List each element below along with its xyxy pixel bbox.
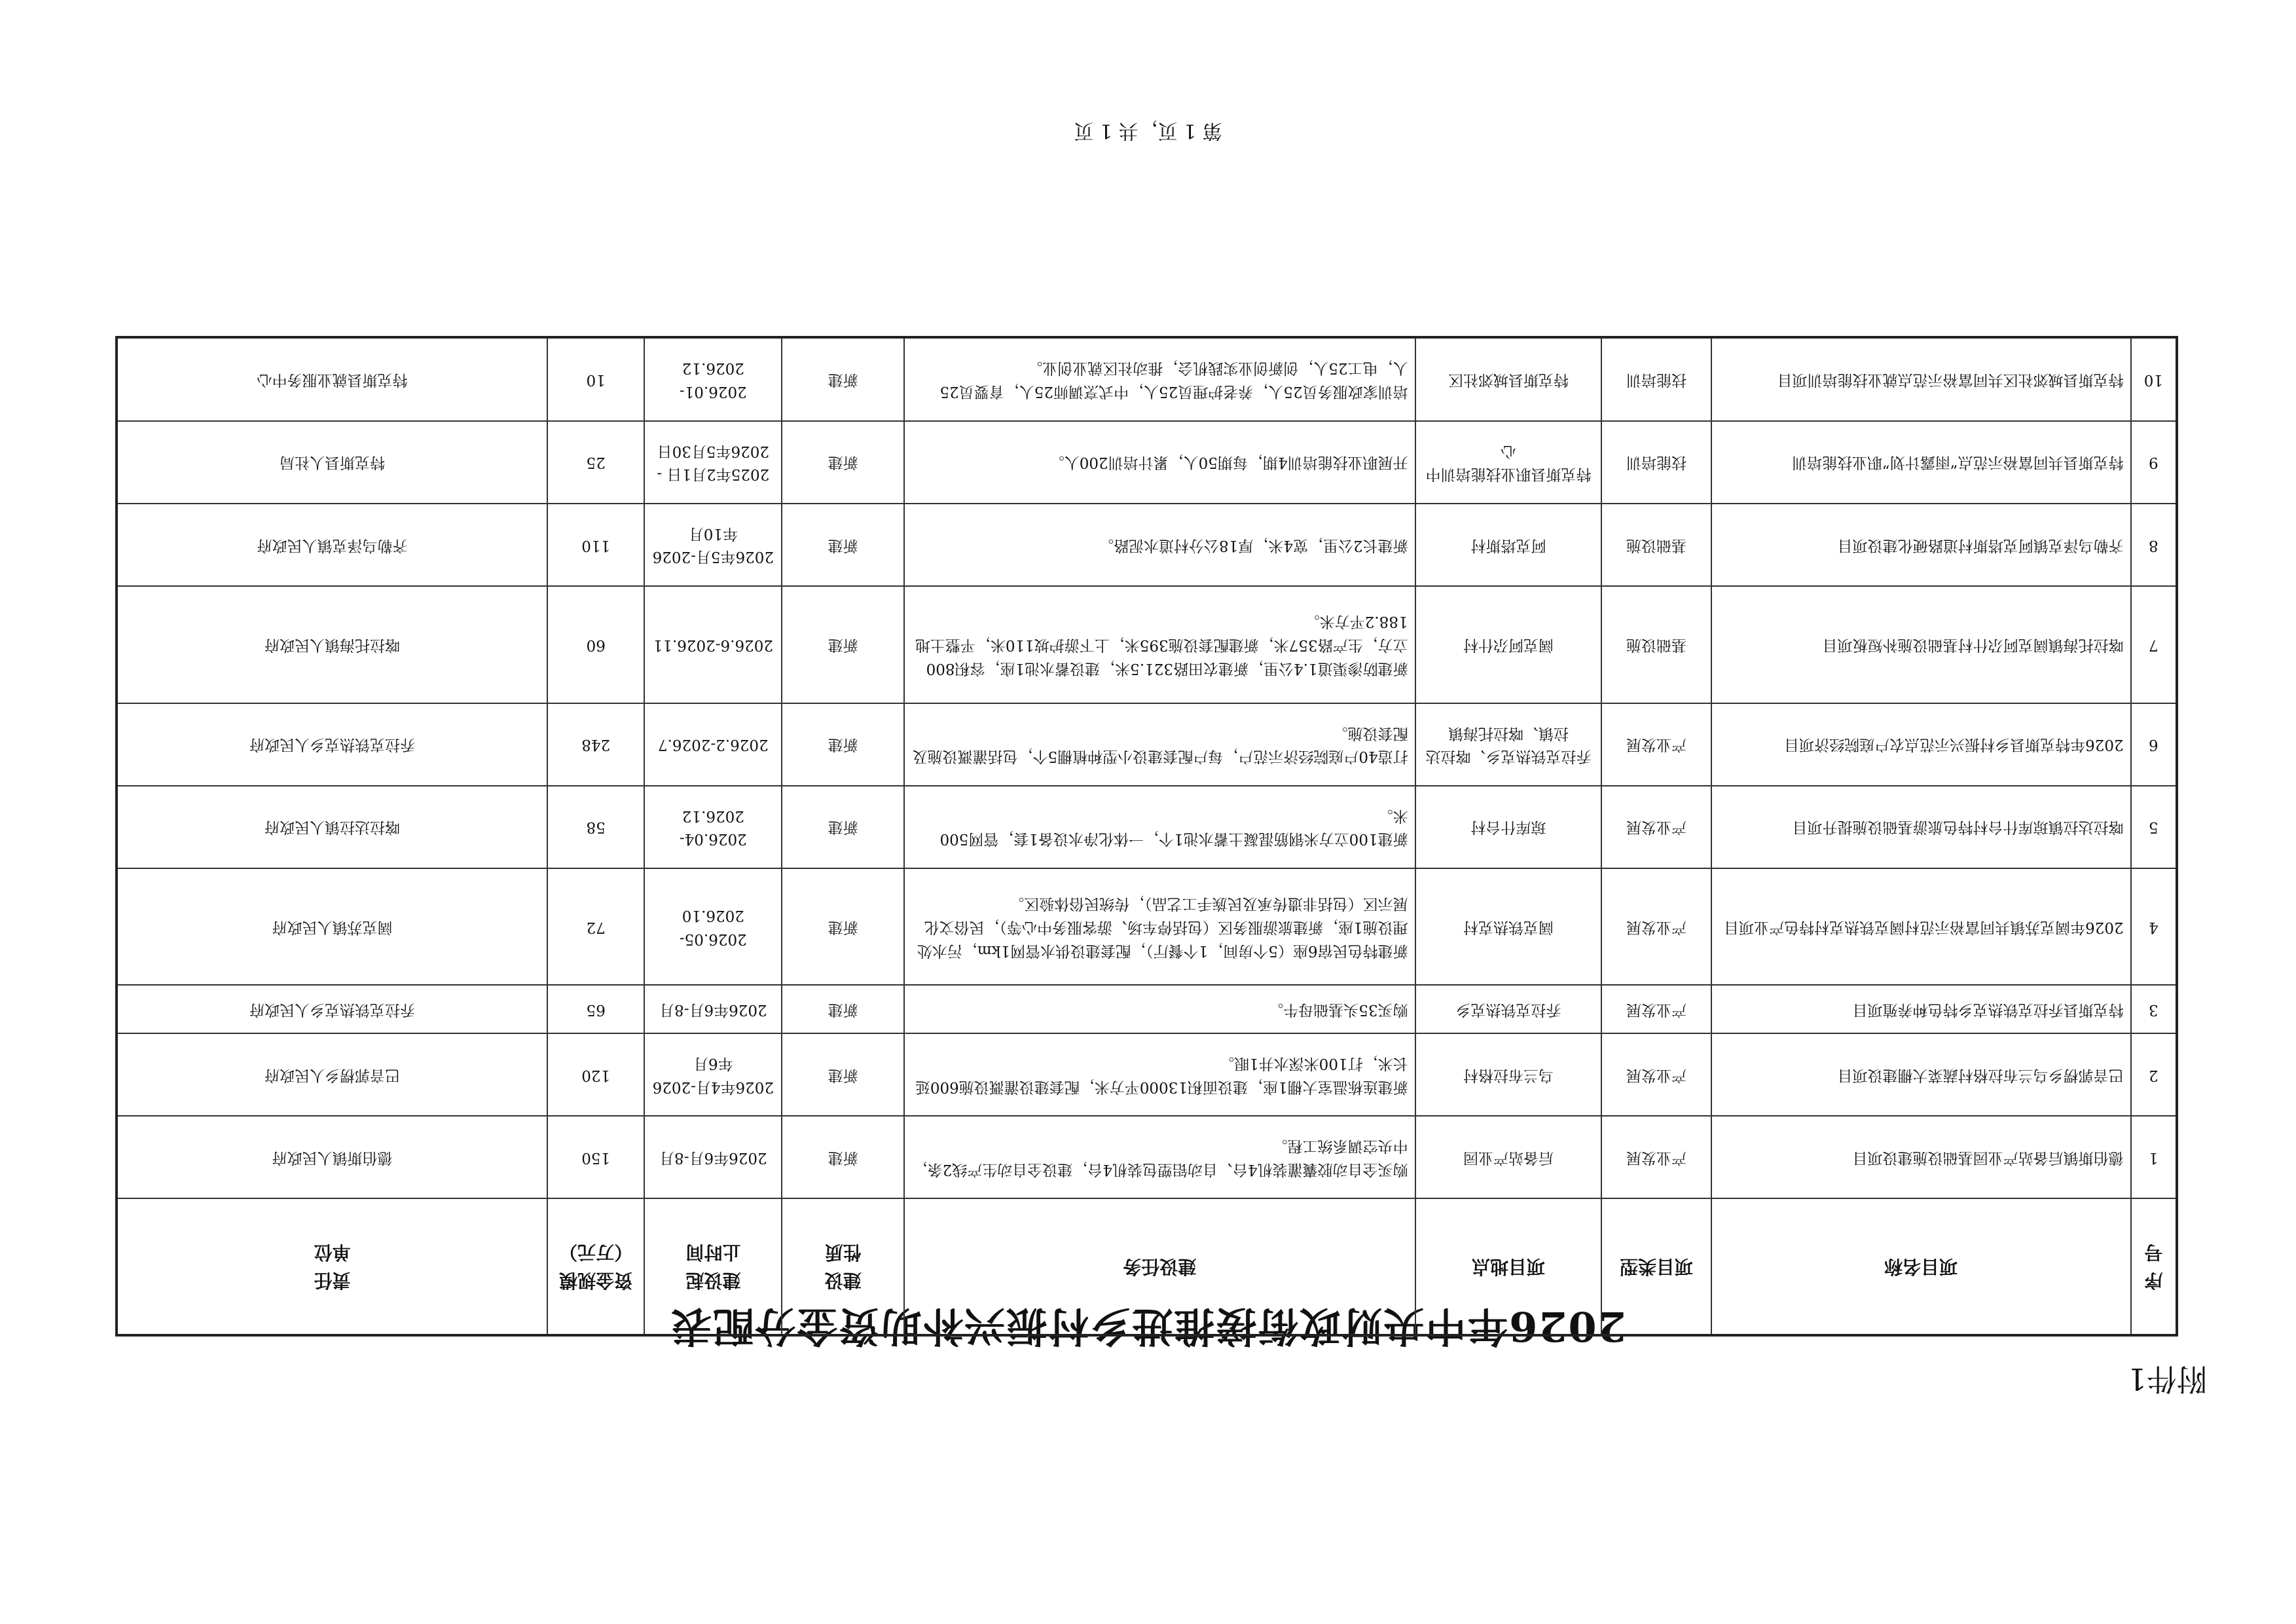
construction-task: 新建100立方米钢筋混凝土蓄水池1个，一体化净水设备1套，管网500米。 [904, 786, 1415, 868]
construction-period: 2026.05-2026.10 [644, 868, 782, 986]
document-title: 2026年中央财政衔接推进乡村振兴补助资金分配表 [670, 1302, 1626, 1350]
project-type: 产业发展 [1601, 868, 1711, 986]
construction-task: 开展职业技能培训4期，每期50人，累计培训200人。 [904, 421, 1415, 504]
row-number: 2 [2131, 1033, 2177, 1116]
funds-amount: 58 [547, 786, 644, 868]
header-period: 建设起 止时间 [644, 1198, 782, 1335]
row-number: 9 [2131, 421, 2177, 504]
responsible-unit: 乔拉克铁热克乡人民政府 [117, 985, 547, 1033]
funds-amount: 120 [547, 1033, 644, 1116]
funds-amount: 248 [547, 703, 644, 786]
table-row [117, 868, 2177, 986]
header-no: 序号 [2131, 1198, 2177, 1335]
project-name: 2026年阔克苏镇共同富裕示范村阔克铁热克村特色产业项目 [1711, 868, 2131, 986]
project-location: 后备站产业园 [1415, 1116, 1602, 1198]
construction-nature: 新建 [782, 421, 904, 504]
funds-amount: 25 [547, 421, 644, 504]
table-row [117, 1033, 2177, 1116]
attachment-label: 附件1 [2127, 1361, 2207, 1397]
funds-amount: 65 [547, 985, 644, 1033]
construction-task: 新建连栋温室大棚1座，建设面积13000平方米，配套建设灌溉设施600延长米，打100米深水井1眼。 [904, 1033, 1415, 1116]
construction-task: 购买全自动胶囊灌装机4台、自动铝塑包装机4台，建设全自动生产线2条，中央空调系统工程。 [904, 1116, 1415, 1198]
responsible-unit: 巴音郭楞乡人民政府 [117, 1033, 547, 1116]
row-number: 6 [2131, 703, 2177, 786]
table-row [117, 586, 2177, 703]
header-construction-nature: 建设 性质 [782, 1198, 904, 1335]
responsible-unit: 喀拉达拉镇人民政府 [117, 786, 547, 868]
responsible-unit: 齐勒乌泽克镇人民政府 [117, 504, 547, 586]
project-location: 特克斯县城郊社区 [1415, 337, 1602, 421]
construction-period: 2025年2月1日 - 2026年5月30日 [644, 421, 782, 504]
construction-nature: 新建 [782, 703, 904, 786]
construction-period: 2026年6月-8月 [644, 1116, 782, 1198]
construction-nature: 新建 [782, 1033, 904, 1116]
project-location: 阔克阿尕什村 [1415, 586, 1602, 703]
project-location: 特克斯县职业技能培训中心 [1415, 421, 1602, 504]
row-number: 10 [2131, 337, 2177, 421]
row-number: 4 [2131, 868, 2177, 986]
construction-nature: 新建 [782, 337, 904, 421]
responsible-unit: 喀拉托海镇人民政府 [117, 586, 547, 703]
project-type: 产业发展 [1601, 985, 1711, 1033]
row-number: 3 [2131, 985, 2177, 1033]
row-number: 7 [2131, 586, 2177, 703]
construction-nature: 新建 [782, 504, 904, 586]
project-name: 齐勒乌泽克镇阿克塔斯村道路硬化建设项目 [1711, 504, 2131, 586]
funds-amount: 150 [547, 1116, 644, 1198]
header-construction-task: 建设任务 [904, 1198, 1415, 1335]
project-location: 阿克塔斯村 [1415, 504, 1602, 586]
project-type: 产业发展 [1601, 1116, 1711, 1198]
project-type: 技能培训 [1601, 421, 1711, 504]
responsible-unit: 德伯斯镇人民政府 [117, 1116, 547, 1198]
responsible-unit: 乔拉克铁热克乡人民政府 [117, 703, 547, 786]
table-row [117, 1116, 2177, 1198]
header-project-location: 项目地点 [1415, 1198, 1602, 1335]
project-name: 德伯斯镇后备站产业园基础设施建设项目 [1711, 1116, 2131, 1198]
funds-amount: 72 [547, 868, 644, 986]
project-name: 喀拉达拉镇琼库什台村特色旅游基础设施提升项目 [1711, 786, 2131, 868]
construction-nature: 新建 [782, 868, 904, 986]
construction-period: 2026年5月-2026年10月 [644, 504, 782, 586]
construction-task: 打造40户庭院经济示范户，每户配套建设小型种植棚5个，包括灌溉设施及配套设施。 [904, 703, 1415, 786]
project-location: 琼库什台村 [1415, 786, 1602, 868]
responsible-unit: 特克斯县就业服务中心 [117, 337, 547, 421]
responsible-unit: 阔克苏镇人民政府 [117, 868, 547, 986]
project-type: 基础设施 [1601, 504, 1711, 586]
construction-task: 新建特色民宿6座（5个房间，1个餐厅），配套建设供水管网1km，污水处理设施1座，新建旅游服务区（包括停车场、游客服务中心等），民俗文化展示区（包括非遗传承及民族手工艺品），传统民俗体验区。 [904, 868, 1415, 986]
construction-period: 2026.01-2026.12 [644, 337, 782, 421]
construction-task: 新建长2公里，宽4米，厚18公分村道水泥路。 [904, 504, 1415, 586]
project-type: 技能培训 [1601, 337, 1711, 421]
construction-nature: 新建 [782, 786, 904, 868]
header-responsible-unit: 责任 单位 [117, 1198, 547, 1335]
project-name: 巴音郭楞乡乌兰布拉格村蔬菜大棚建设项目 [1711, 1033, 2131, 1116]
fund-allocation-table [115, 336, 2178, 1337]
project-type: 产业发展 [1601, 1033, 1711, 1116]
header-project-name: 项目名称 [1711, 1198, 2131, 1335]
project-location: 乔拉克铁热克乡、喀拉达拉镇、喀拉托海镇 [1415, 703, 1602, 786]
responsible-unit: 特克斯县人社局 [117, 421, 547, 504]
header-project-type: 项目类型 [1601, 1198, 1711, 1335]
project-type: 产业发展 [1601, 703, 1711, 786]
construction-period: 2026.2-2026.7 [644, 703, 782, 786]
row-number: 8 [2131, 504, 2177, 586]
construction-period: 2026年4月-2026年6月 [644, 1033, 782, 1116]
table-row [117, 985, 2177, 1033]
project-name: 特克斯县乔拉克铁热克乡特色种养殖项目 [1711, 985, 2131, 1033]
table-header-row [117, 1198, 2177, 1335]
construction-period: 2026.04-2026.12 [644, 786, 782, 868]
construction-nature: 新建 [782, 1116, 904, 1198]
project-name: 2026年特克斯县乡村振兴示范点农户庭院经济项目 [1711, 703, 2131, 786]
project-location: 乌兰布拉格村 [1415, 1033, 1602, 1116]
construction-period: 2026.6-2026.11 [644, 586, 782, 703]
page-number: 第 1 页，共 1 页 [1074, 119, 1222, 142]
row-number: 5 [2131, 786, 2177, 868]
construction-period: 2026年6月-8月 [644, 985, 782, 1033]
row-number: 1 [2131, 1116, 2177, 1198]
construction-nature: 新建 [782, 586, 904, 703]
table-row [117, 786, 2177, 868]
table-row [117, 504, 2177, 586]
funds-amount: 60 [547, 586, 644, 703]
project-type: 产业发展 [1601, 786, 1711, 868]
project-location: 阔克铁热克村 [1415, 868, 1602, 986]
header-funds: 资金规模 （万元） [547, 1198, 644, 1335]
project-type: 基础设施 [1601, 586, 1711, 703]
project-name: 特克斯县共同富裕示范点“雨露计划”职业技能培训 [1711, 421, 2131, 504]
project-name: 特克斯县城郊社区共同富裕示范点就业技能培训项目 [1711, 337, 2131, 421]
table-row [117, 337, 2177, 421]
funds-amount: 10 [547, 337, 644, 421]
project-location: 乔拉克铁热克乡 [1415, 985, 1602, 1033]
table-row [117, 421, 2177, 504]
construction-task: 新建防渗渠道1.4公里，新建农田路321.5米，建设蓄水池1座，容积800立方，生产路357米，新建配套设施395米，上下游护坡110米，平整土地188.2平方米。 [904, 586, 1415, 703]
construction-task: 购买35头基础母牛。 [904, 985, 1415, 1033]
construction-task: 培训家政服务员25人，养老护理员25人，中式烹调师25人，育婴员25人，电工25人，创新创业实践机会，推动社区就业创业。 [904, 337, 1415, 421]
construction-nature: 新建 [782, 985, 904, 1033]
project-name: 喀拉托海镇阔克阿尕什村基础设施补短板项目 [1711, 586, 2131, 703]
table-row [117, 703, 2177, 786]
funds-amount: 110 [547, 504, 644, 586]
